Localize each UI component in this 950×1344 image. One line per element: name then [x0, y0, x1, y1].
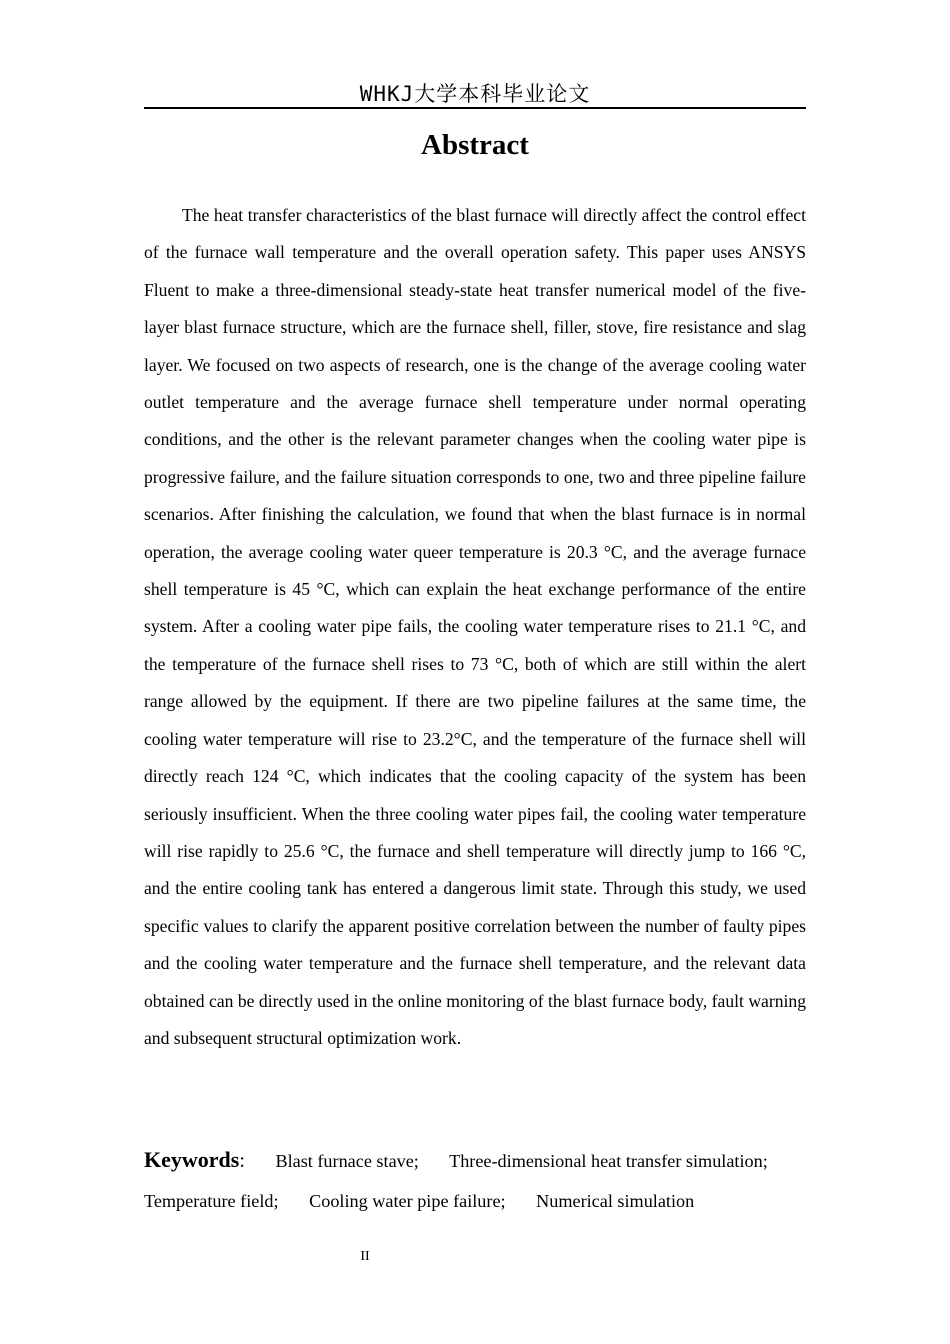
keyword-item: Numerical simulation [536, 1191, 695, 1211]
keyword-item: Three-dimensional heat transfer simulation; [449, 1151, 768, 1171]
keywords-section [144, 1140, 806, 1221]
header-rule [144, 107, 806, 109]
keyword-item: Cooling water pipe failure; [309, 1191, 506, 1211]
keywords-label: Keywords [144, 1147, 240, 1172]
keywords-colon: : [239, 1150, 245, 1172]
keyword-item: Blast furnace stave; [275, 1151, 419, 1171]
page-title: Abstract [421, 129, 529, 161]
abstract-body: The heat transfer characteristics of the blast furnace will directly affect the control effect of the furnace wall temperature and the overall operation safety. This paper uses ANSYS Fluent to make a three-dimensional steady-state heat transfer numerical model of the five-layer blast furnace structure, which are the furnace shell, filler, stove, fire resistance and slag layer. We focused on two aspects of research, one is the change of the average cooling water outlet temperature and the average furnace shell temperature under normal operating conditions, and the other is the relevant parameter changes when the cooling water pipe is progressive failure, and the failure situation corresponds to one, two and three pipeline failure scenarios. After finishing the calculation, we found that when the blast furnace is in normal operation, the average cooling water queer temperature is 20.3 °C, and the average furnace shell temperature is 45 °C, which can explain the heat exchange performance of the entire system. After a cooling water pipe fails, the cooling water temperature rises to 21.1 °C, and the temperature of the furnace shell rises to 73 °C, both of which are still within the alert range allowed by the equipment. If there are two pipeline failures at the same time, the cooling water temperature will rise to 23.2°C, and the temperature of the furnace shell will directly reach 124 °C, which indicates that the cooling capacity of the system has been seriously insufficient. When the three cooling water pipes fail, the cooling water temperature will rise rapidly to 25.6 °C, the furnace and shell temperature will directly jump to 166 °C, and the entire cooling tank has entered a dangerous limit state. Through this study, we used specific values to clarify the apparent positive correlation between the number of faulty pipes and the cooling water temperature and the furnace shell temperature, and the relevant data obtained can be directly used in the online monitoring of the blast furnace body, fault warning and subsequent structural optimization work. [144, 205, 806, 1048]
running-header: WHKJ大学本科毕业论文 [359, 82, 591, 106]
page-number: II [360, 1249, 370, 1264]
keyword-item: Temperature field; [144, 1191, 279, 1211]
